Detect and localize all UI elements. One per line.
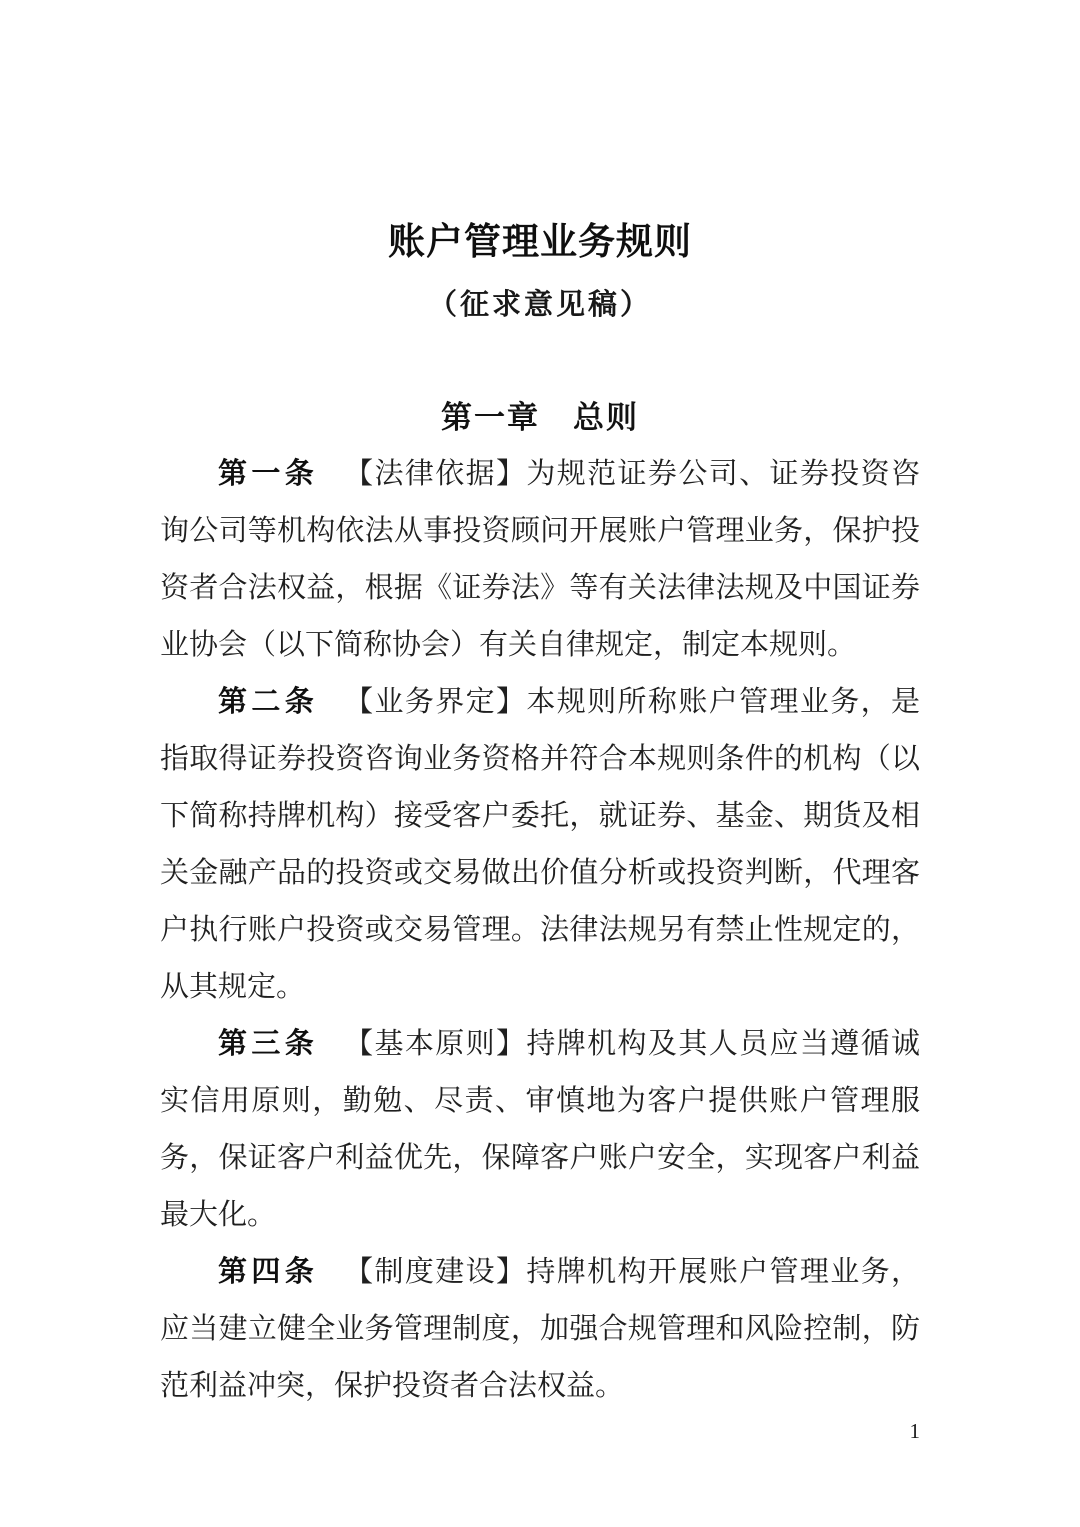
article-text-2: 【业务界定】本规则所称账户管理业务，是指取得证券投资咨询业务资格并符合本规则条件的机构（以下简称持牌机构）接受客户委托，就证券、基金、期货及相关金融产品的投资或交易做出价值分析或投资判断，代理客户执行账户投资或交易管理。法律法规另有禁止性规定的，从其规定。 bbox=[160, 686, 920, 1003]
article-text-4: 【制度建设】持牌机构开展账户管理业务，应当建立健全业务管理制度，加强合规管理和风险控制，防范利益冲突，保护投资者合法权益。 bbox=[160, 1256, 920, 1402]
document-subtitle: （征求意见稿） bbox=[427, 289, 652, 321]
article-number-3: 第三条 bbox=[218, 1028, 319, 1060]
article-number-4: 第四条 bbox=[218, 1256, 319, 1288]
document-body bbox=[160, 446, 920, 1415]
article-paragraph-1 bbox=[160, 446, 920, 674]
article-number-1: 第一条 bbox=[218, 458, 319, 490]
article-text-3: 【基本原则】持牌机构及其人员应当遵循诚实信用原则，勤勉、尽责、审慎地为客户提供账户管理服务，保证客户利益优先，保障客户账户安全，实现客户利益最大化。 bbox=[160, 1028, 920, 1231]
article-paragraph-4 bbox=[160, 1244, 920, 1415]
article-number-2: 第二条 bbox=[218, 686, 319, 718]
chapter-heading: 第一章 总则 bbox=[441, 400, 639, 435]
article-paragraph-3 bbox=[160, 1016, 920, 1244]
page-number: 1 bbox=[909, 1419, 920, 1443]
article-paragraph-2 bbox=[160, 674, 920, 1016]
article-text-1: 【法律依据】为规范证券公司、证券投资咨询公司等机构依法从事投资顾问开展账户管理业务，保护投资者合法权益，根据《证券法》等有关法律法规及中国证券业协会（以下简称协会）有关自律规定，制定本规则。 bbox=[160, 458, 920, 661]
document-title: 账户管理业务规则 bbox=[388, 222, 692, 263]
